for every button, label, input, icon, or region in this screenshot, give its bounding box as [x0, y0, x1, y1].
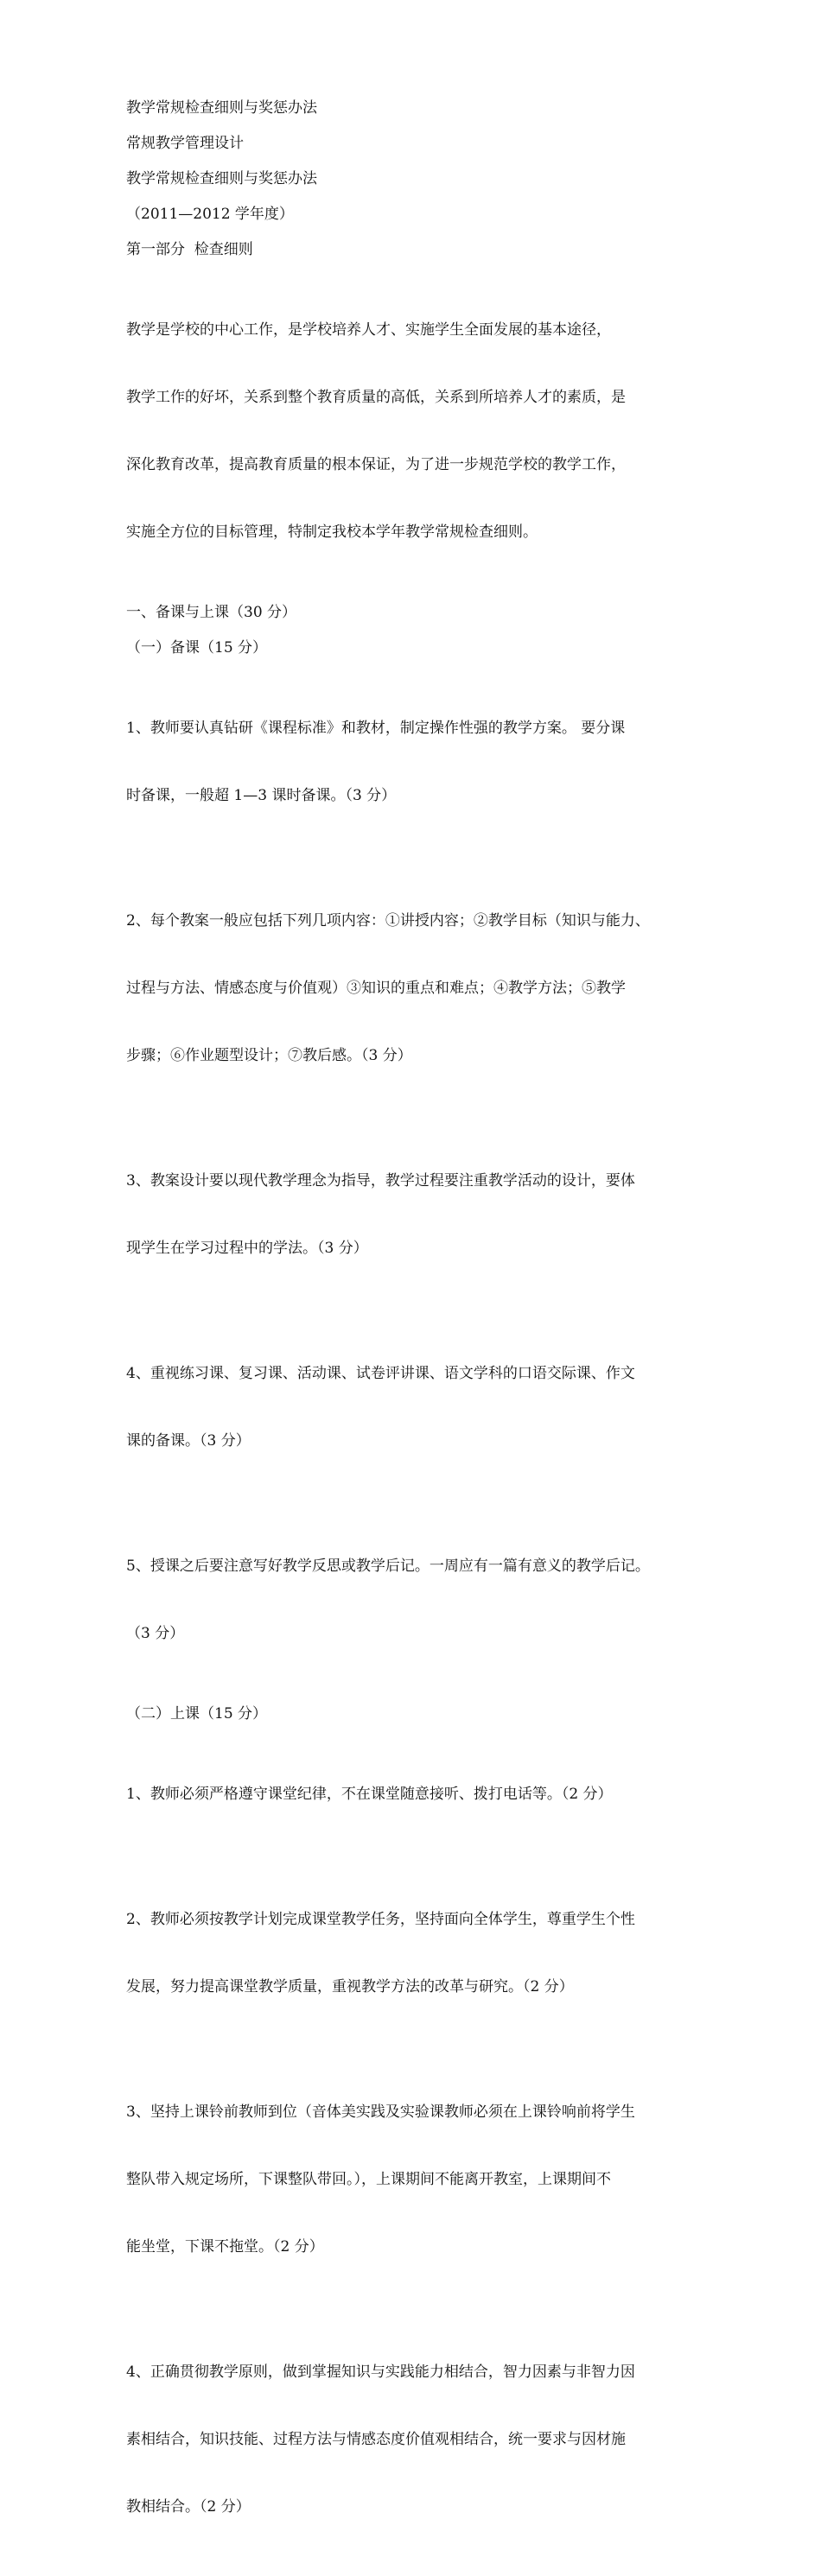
item-line: 课的备课。（3 分） — [126, 1432, 251, 1450]
item-line: 3、坚持上课铃前教师到位（音体美实践及实验课教师必须在上课铃响前将学生 — [126, 2103, 635, 2121]
document-title: 教学常规检查细则与奖惩办法 — [126, 99, 317, 117]
item-line: 1、教师必须严格遵守课堂纪律，不在课堂随意接听、拨打电话等。（2 分） — [126, 1786, 613, 1803]
document-subtitle: 常规教学管理设计 — [126, 135, 244, 152]
item-line: 4、重视练习课、复习课、活动课、试卷评讲课、语文学科的口语交际课、作文 — [126, 1365, 635, 1382]
intro-line: 教学是学校的中心工作，是学校培养人才、实施学生全面发展的基本途径， — [126, 321, 611, 339]
item-line: （3 分） — [126, 1625, 185, 1642]
prep-item — [126, 1125, 714, 1304]
intro-line: 深化教育改革，提高教育质量的根本保证，为了进一步规范学校的教学工作， — [126, 456, 626, 473]
class-item — [126, 2316, 714, 2563]
item-line: 素相结合，知识技能、过程方法与情感态度价值观相结合，统一要求与因材施 — [126, 2431, 626, 2448]
item-line: 整队带入规定场所，下课整队带回。），上课期间不能离开教室，上课期间不 — [126, 2171, 611, 2188]
document-heading: 教学常规检查细则与奖惩办法 — [126, 170, 317, 187]
prep-item — [126, 1317, 714, 1497]
item-line: 4、正确贯彻教学原则，做到掌握知识与实践能力相结合，智力因素与非智力因 — [126, 2363, 635, 2381]
item-line: 2、教师必须按教学计划完成课堂教学任务，坚持面向全体学生，尊重学生个性 — [126, 1911, 635, 1928]
part-heading: 第一部分 检查细则 — [126, 241, 253, 258]
item-line: 2、每个教案一般应包括下列几项内容：①讲授内容；②教学目标（知识与能力、 — [126, 912, 650, 930]
item-line: 3、教案设计要以现代教学理念为指导，教学过程要注重教学活动的设计，要体 — [126, 1172, 635, 1190]
prep-item — [126, 672, 714, 852]
item-line: 5、授课之后要注意写好教学反思或教学后记。一周应有一篇有意义的教学后记。 — [126, 1558, 650, 1575]
subsection-heading-prep: （一）备课（15 分） — [126, 639, 268, 657]
item-line: 过程与方法、情感态度与价值观）③知识的重点和难点；④教学方法；⑤教学 — [126, 980, 626, 997]
intro-paragraph — [126, 274, 714, 588]
item-line: 发展，努力提高课堂教学质量，重视教学方法的改革与研究。（2 分） — [126, 1978, 574, 1995]
prep-item — [126, 1510, 714, 1690]
item-line: 教相结合。（2 分） — [126, 2498, 251, 2516]
item-line: 1、教师要认真钻研《课程标准》和教材，制定操作性强的教学方案。 要分课 — [126, 720, 626, 737]
class-item — [126, 1738, 714, 1850]
item-line: 步骤；⑥作业题型设计；⑦教后感。（3 分） — [126, 1047, 412, 1064]
school-year: （2011—2012 学年度） — [126, 206, 294, 223]
document-page — [126, 97, 714, 2576]
item-line: 能坐堂，下课不拖堂。（2 分） — [126, 2238, 324, 2256]
intro-line: 教学工作的好坏，关系到整个教育质量的高低，关系到所培养人才的素质，是 — [126, 389, 626, 406]
item-line: 时备课，一般超 1—3 课时备课。（3 分） — [126, 787, 397, 804]
class-item — [126, 2056, 714, 2303]
subsection-heading-class: （二）上课（15 分） — [126, 1705, 268, 1723]
class-item — [126, 1863, 714, 2043]
item-line: 现学生在学习过程中的学法。（3 分） — [126, 1240, 368, 1257]
section-heading: 一、备课与上课（30 分） — [126, 604, 297, 621]
intro-line: 实施全方位的目标管理，特制定我校本学年教学常规检查细则。 — [126, 523, 538, 541]
prep-item — [126, 865, 714, 1112]
